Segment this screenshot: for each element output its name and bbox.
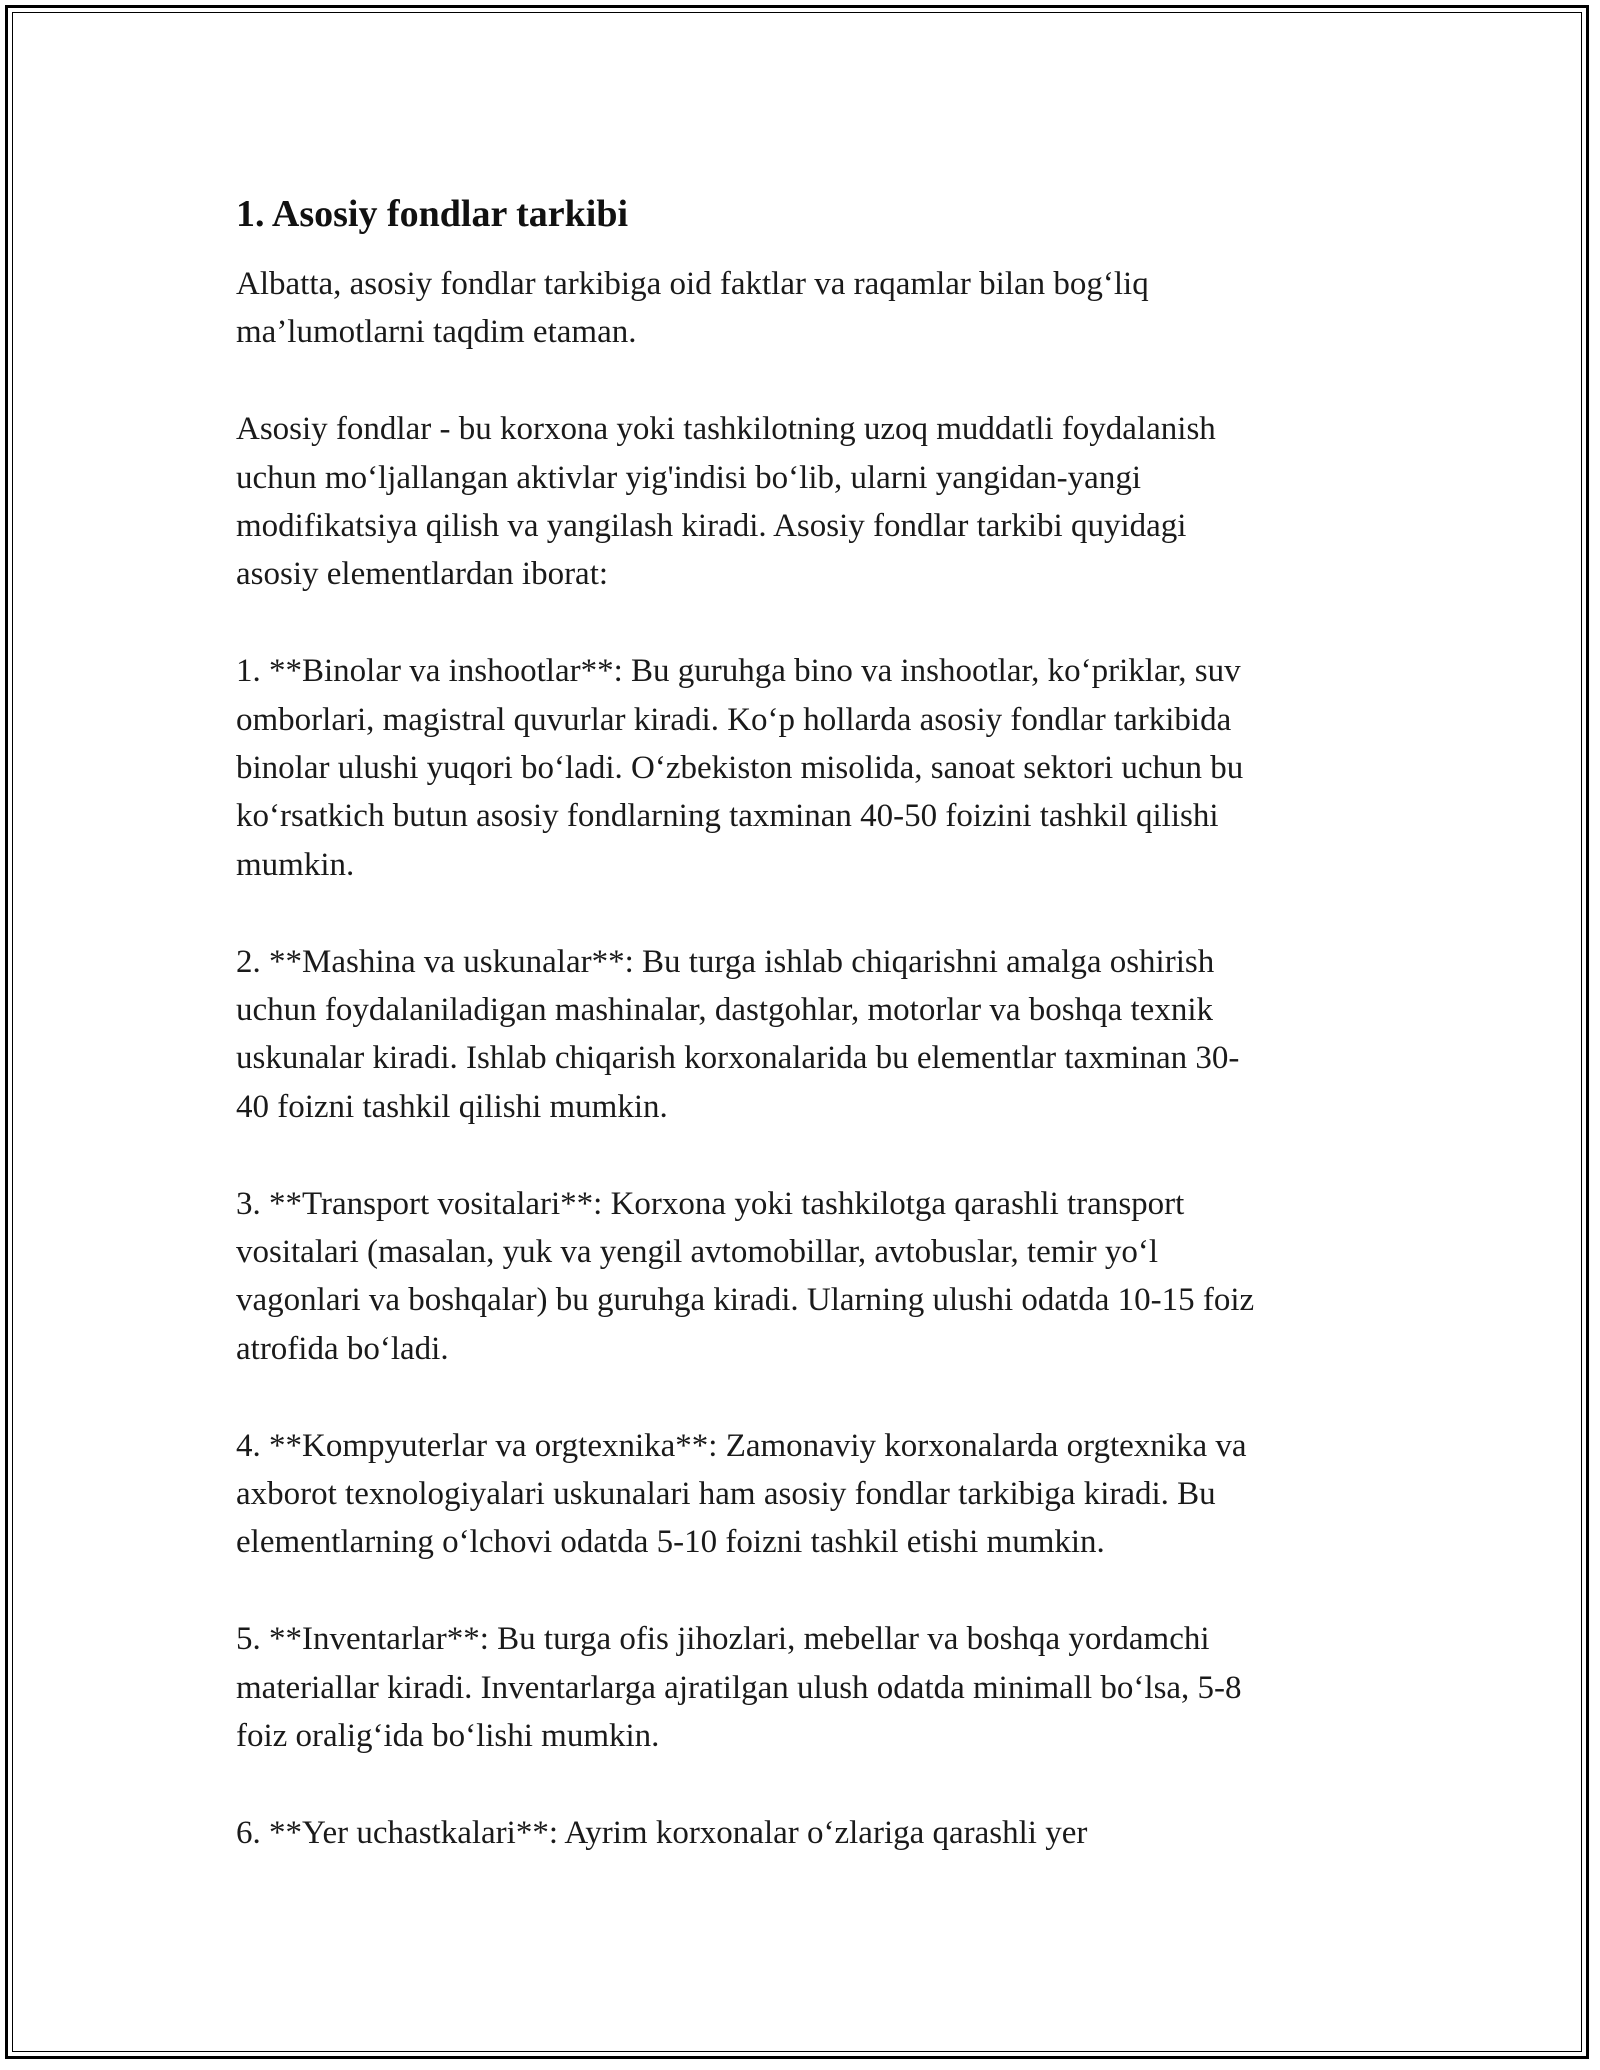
definition-paragraph: Asosiy fondlar - bu korxona yoki tashkilotning uzoq muddatli foydalanish uchun mo‘ljallangan aktivlar yig'indisi bo‘lib, ularni yangidan-yangi modifikatsiya qilish va yangilash kiradi. Asosiy fondlar tarkibi quyidagi asosiy elementlardan iborat:: [236, 411, 1216, 593]
list-item-computers: 4. **Kompyuterlar va orgtexnika**: Zamonaviy korxonalarda orgtexnika va axborot texnologiyalari uskunalari ham asosiy fondlar tarkibiga kiradi. Bu elementlarning o‘lchovi odatda 5-10 foizni tashkil etishi mumkin.: [236, 1427, 1247, 1561]
document-body: [236, 190, 1376, 1906]
list-item-inventory: 5. **Inventarlar**: Bu turga ofis jihozlari, mebellar va boshqa yordamchi materiallar kiradi. Inventarlarga ajratilgan ulush odatda minimall bo‘lsa, 5-8 foiz oralig‘ida bo‘lishi mumkin.: [236, 1621, 1242, 1755]
document-title: 1. Asosiy fondlar tarkibi: [236, 193, 629, 235]
list-item-buildings: 1. **Binolar va inshootlar**: Bu guruhga bino va inshootlar, ko‘priklar, suv omborlari, magistral quvurlar kiradi. Ko‘p hollarda asosiy fondlar tarkibida binolar ulushi yuqori bo‘ladi. O‘zbekiston misolida, sanoat sektori uchun bu ko‘rsatkich butun asosiy fondlarning taxminan 40-50 foizini tashkil qilishi mumkin.: [236, 653, 1244, 883]
list-item-land: 6. **Yer uchastkalari**: Ayrim korxonalar o‘zlariga qarashli yer: [236, 1814, 1088, 1851]
intro-paragraph: Albatta, asosiy fondlar tarkibiga oid faktlar va raqamlar bilan bog‘liq ma’lumotlarni taqdim etaman.: [236, 266, 1149, 351]
list-item-machinery: 2. **Mashina va uskunalar**: Bu turga ishlab chiqarishni amalga oshirish uchun foydalaniladigan mashinalar, dastgohlar, motorlar va boshqa texnik uskunalar kiradi. Ishlab chiqarish korxonalarida bu elementlar taxminan 30- 40 foizni tashkil qilishi mumkin.: [236, 943, 1240, 1125]
list-item-transport: 3. **Transport vositalari**: Korxona yoki tashkilotga qarashli transport vositalari (masalan, yuk va yengil avtomobillar, avtobuslar, temir yo‘l vagonlari va boshqalar) bu guruhga kiradi. Ularning ulushi odatda 10-15 foiz atrofida bo‘ladi.: [236, 1185, 1255, 1367]
